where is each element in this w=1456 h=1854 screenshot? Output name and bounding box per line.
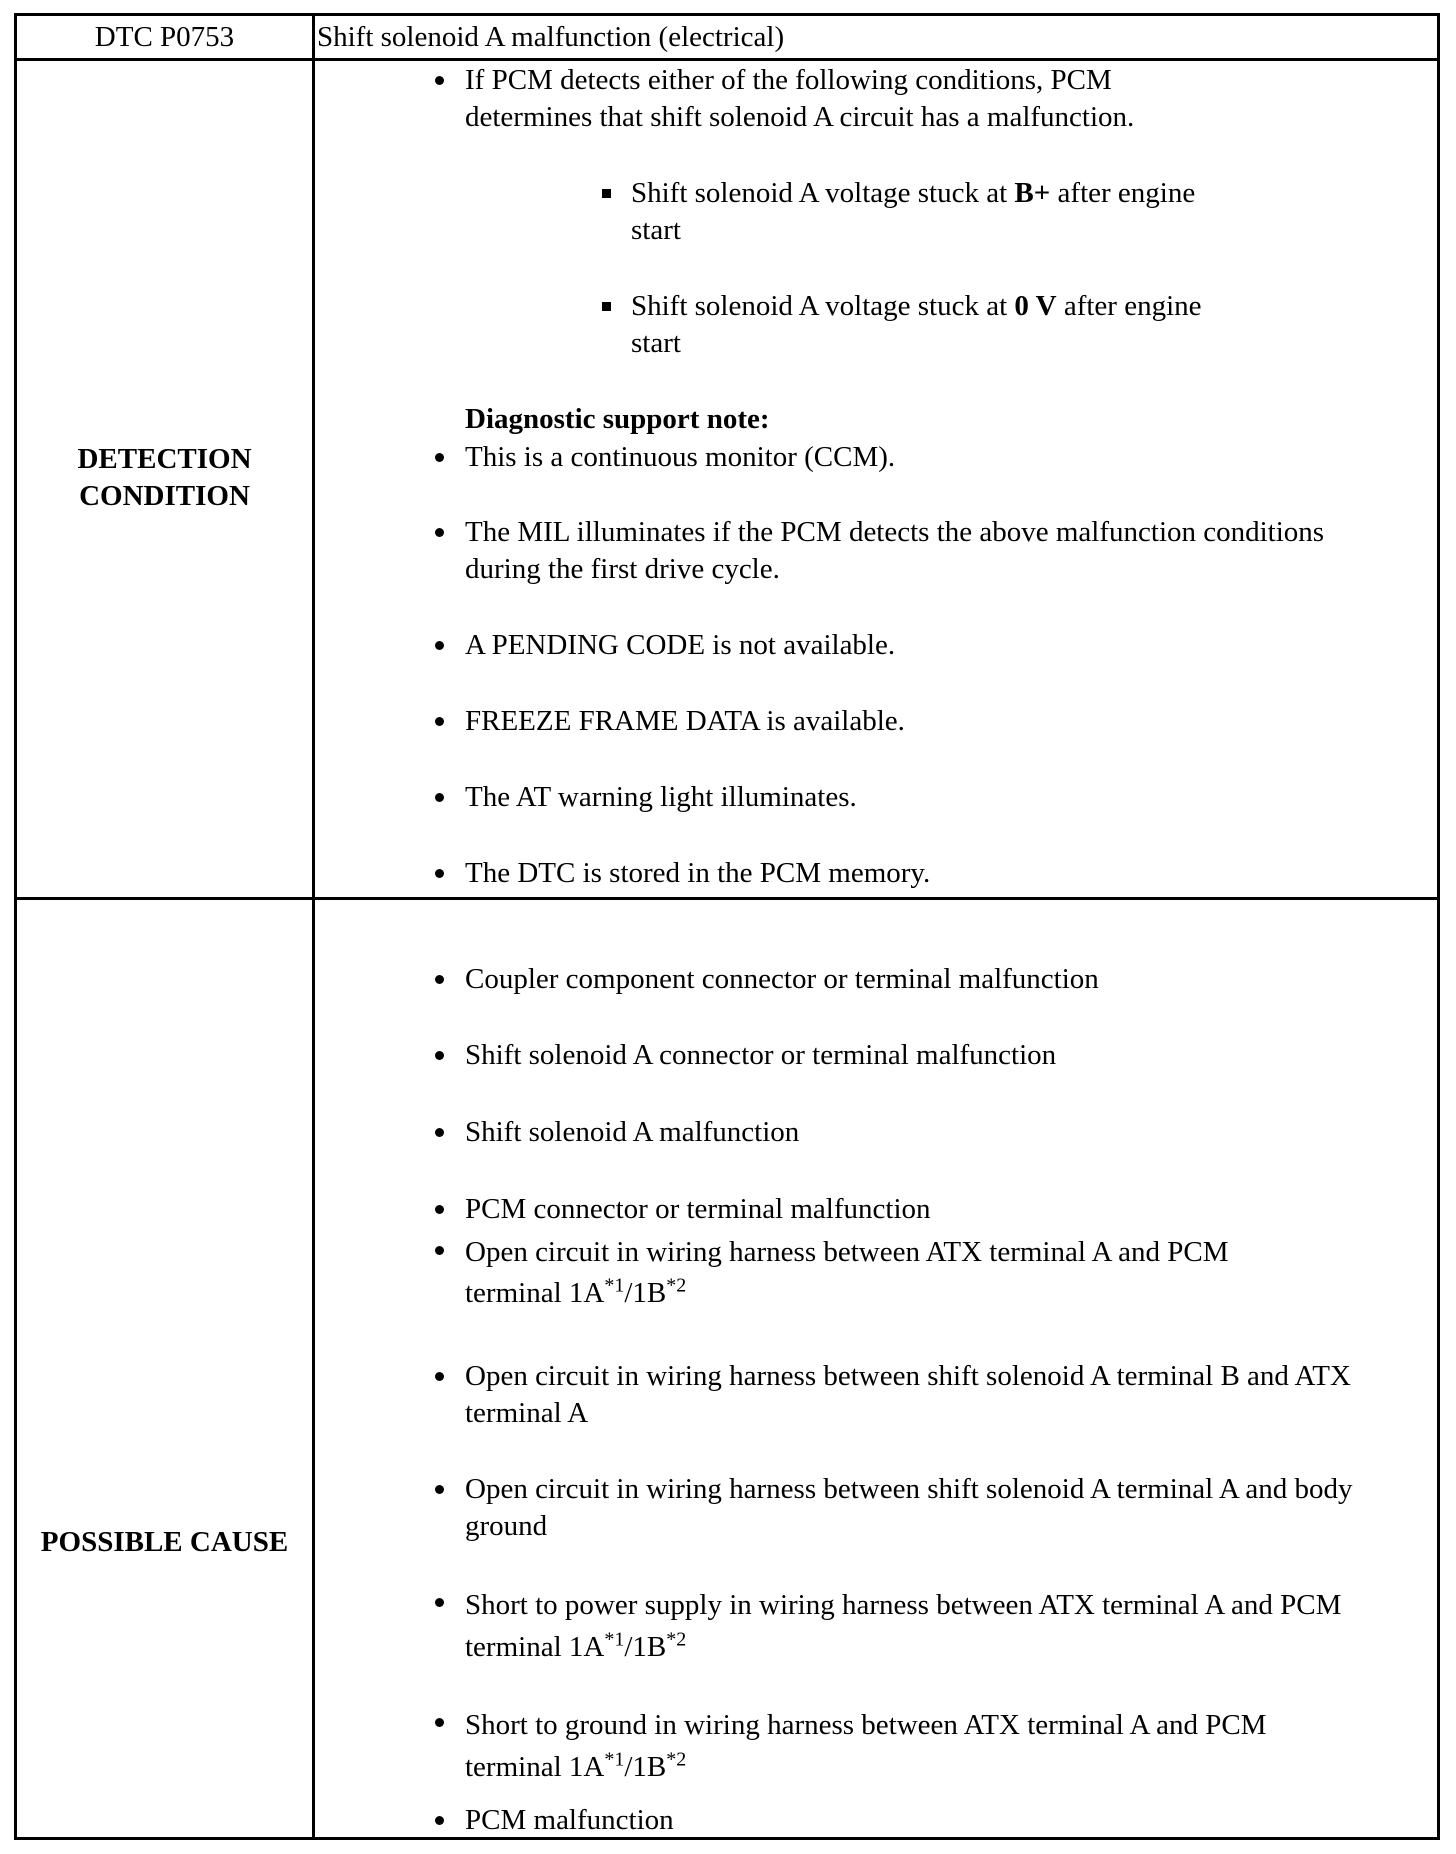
condition-value: B+: [1014, 177, 1051, 209]
cause-item: [465, 1114, 1365, 1151]
bullet-icon: [435, 1598, 444, 1607]
cause-item: [465, 1232, 1315, 1314]
row-divider: [17, 58, 1437, 61]
note-text: A PENDING CODE is not available.: [465, 629, 896, 661]
cause-text: Shift solenoid A malfunction: [465, 1116, 800, 1148]
footnote-marker: *2: [666, 1274, 687, 1297]
cause-text: Open circuit in wiring harness between shift solenoid A terminal B and ATX terminal A: [465, 1360, 1351, 1429]
footnote-marker: *1: [604, 1748, 625, 1771]
bullet-icon: [435, 1128, 444, 1137]
note-item: [465, 439, 1365, 476]
bullet-icon: [435, 1718, 444, 1727]
note-item: [465, 779, 1365, 816]
note-item: [465, 855, 1365, 892]
condition-text: Shift solenoid A voltage stuck at: [631, 177, 1015, 209]
cause-item: [465, 1704, 1325, 1788]
note-item: [465, 703, 1365, 740]
dtc-title: Shift solenoid A malfunction (electrical): [317, 21, 785, 53]
cause-item: [465, 1471, 1365, 1545]
cause-text: /1B: [624, 1277, 667, 1309]
bullet-icon: [435, 793, 444, 802]
condition-item: [631, 288, 1251, 362]
bullet-icon: [435, 869, 444, 878]
label-line: CONDITION: [79, 480, 250, 512]
footnote-marker: *1: [604, 1628, 625, 1651]
cause-item: [465, 1037, 1365, 1074]
cause-text: Coupler component connector or terminal malfunction: [465, 963, 1099, 995]
note-text: FREEZE FRAME DATA is available.: [465, 705, 905, 737]
row-divider: [17, 897, 1437, 900]
note-text: The MIL illuminates if the PCM detects the above malfunction conditions during the first drive cycle.: [465, 516, 1325, 585]
note-text: The AT warning light illuminates.: [465, 781, 857, 813]
cause-text: Short to ground in wiring harness between ATX terminal A and PCM terminal 1A: [465, 1709, 1267, 1783]
dtc-code: DTC P0753: [94, 21, 235, 53]
bullet-icon: [435, 76, 444, 85]
bullet-icon: [435, 1205, 444, 1214]
cause-text: Shift solenoid A connector or terminal malfunction: [465, 1039, 1057, 1071]
footnote-marker: *2: [666, 1628, 687, 1651]
cause-item: [465, 1191, 1365, 1228]
bullet-icon: [435, 528, 444, 537]
label-line: DETECTION: [77, 443, 252, 475]
diagnostic-note-heading: Diagnostic support note:: [465, 403, 770, 435]
bullet-icon: [435, 1816, 444, 1825]
cause-item: [465, 1358, 1365, 1432]
footnote-marker: *1: [604, 1274, 625, 1297]
cause-text: Open circuit in wiring harness between shift solenoid A terminal A and body ground: [465, 1473, 1353, 1542]
bullet-icon: [435, 1485, 444, 1494]
bullet-icon: [435, 975, 444, 984]
cause-text: Short to power supply in wiring harness between ATX terminal A and PCM terminal 1A: [465, 1589, 1342, 1663]
cause-text: PCM connector or terminal malfunction: [465, 1193, 931, 1225]
note-item: [465, 514, 1335, 588]
cause-text: /1B: [624, 1751, 667, 1783]
bullet-icon: [435, 1372, 444, 1381]
condition-text: after engine start: [631, 290, 1202, 359]
cause-item: [465, 961, 1365, 998]
possible-cause-label: POSSIBLE CAUSE: [40, 1526, 289, 1558]
footnote-marker: *2: [666, 1748, 687, 1771]
square-bullet-icon: [602, 189, 611, 198]
condition-text: after engine start: [631, 177, 1196, 246]
cause-item: [465, 1584, 1345, 1668]
note-item: [465, 627, 1365, 664]
cause-text: Open circuit in wiring harness between ATX terminal A and PCM terminal 1A: [465, 1236, 1229, 1309]
cause-text: /1B: [624, 1631, 667, 1663]
bullet-icon: [435, 1051, 444, 1060]
detection-condition-label: [17, 441, 312, 515]
bullet-icon: [435, 717, 444, 726]
detection-intro: [465, 62, 1245, 136]
condition-text: Shift solenoid A voltage stuck at: [631, 290, 1015, 322]
square-bullet-icon: [602, 302, 611, 311]
note-text: This is a continuous monitor (CCM).: [465, 441, 896, 473]
column-divider: [312, 16, 315, 1837]
cause-item: [465, 1802, 1365, 1839]
note-text: The DTC is stored in the PCM memory.: [465, 857, 931, 889]
detection-intro-text: If PCM detects either of the following conditions, PCM determines that shift solenoid A circuit has a malfunction.: [465, 64, 1135, 133]
bullet-icon: [435, 641, 444, 650]
bullet-icon: [435, 453, 444, 462]
condition-item: [631, 175, 1251, 249]
condition-value: 0 V: [1014, 290, 1057, 322]
bullet-icon: [435, 1246, 444, 1255]
cause-text: PCM malfunction: [465, 1804, 674, 1836]
